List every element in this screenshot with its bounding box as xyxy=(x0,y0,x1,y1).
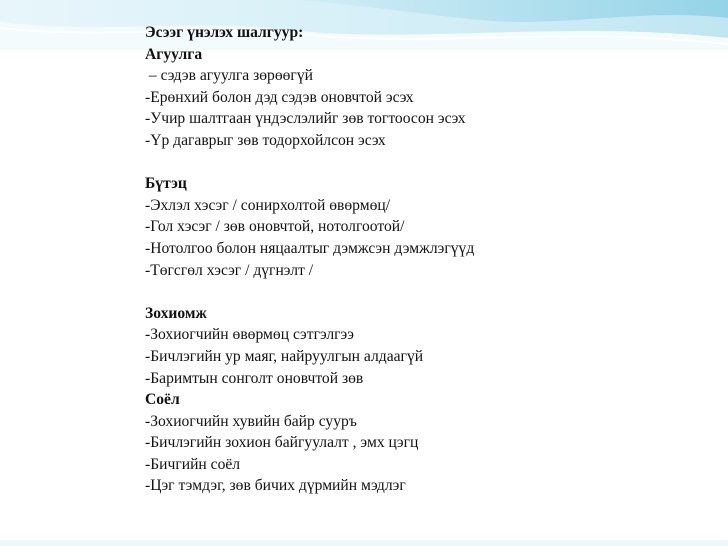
criterion-line: -Төгсгөл хэсэг / дүгнэлт / xyxy=(145,261,314,279)
criterion-line: -Нотолгоо болон няцаалтыг дэмжсэн дэмжлэгүүд xyxy=(145,239,475,257)
criterion-line: -Бичлэгийн зохион байгуулалт , эмх цэгц xyxy=(145,434,419,452)
criterion-line: -Үр дагаврыг зөв тодорхойлсон эсэх xyxy=(145,131,386,149)
section-heading: Соёл xyxy=(145,391,180,409)
section-heading: Эсээг үнэлэх шалгуур: xyxy=(145,24,304,41)
criterion-line: – сэдэв агуулга зөрөөгүй xyxy=(145,67,313,85)
section-heading: Бүтэц xyxy=(145,175,187,193)
criterion-line: -Цэг тэмдэг, зөв бичих дүрмийн мэдлэг xyxy=(145,477,406,495)
criterion-line: -Ерөнхий болон дэд сэдэв оновчтой эсэх xyxy=(145,88,414,106)
criterion-line: -Гол хэсэг / зөв оновчтой, нотолгоотой/ xyxy=(145,218,405,236)
criterion-line: -Учир шалтгаан үндэслэлийг зөв тогтоосон эсэх xyxy=(145,110,466,128)
criterion-line: -Эхлэл хэсэг / сонирхолтой өвөрмөц/ xyxy=(145,196,391,214)
blank-line xyxy=(145,281,705,303)
criterion-line: -Зохиогчийн хувийн байр сууръ xyxy=(145,412,357,430)
blank-line xyxy=(145,152,705,174)
section-heading: Агуулга xyxy=(145,45,203,63)
criterion-line: -Бичлэгийн ур маяг, найруулгын алдаагүй xyxy=(145,347,424,365)
criterion-line: -Бичгийн соёл xyxy=(145,455,241,473)
section-heading: Зохиомж xyxy=(145,304,207,322)
bottom-edge xyxy=(0,540,728,546)
criterion-line: -Баримтын сонголт оновчтой зөв xyxy=(145,369,364,387)
criterion-line: -Зохиогчийн өвөрмөц сэтгэлгээ xyxy=(145,326,354,344)
rubric-text-block xyxy=(145,22,705,497)
